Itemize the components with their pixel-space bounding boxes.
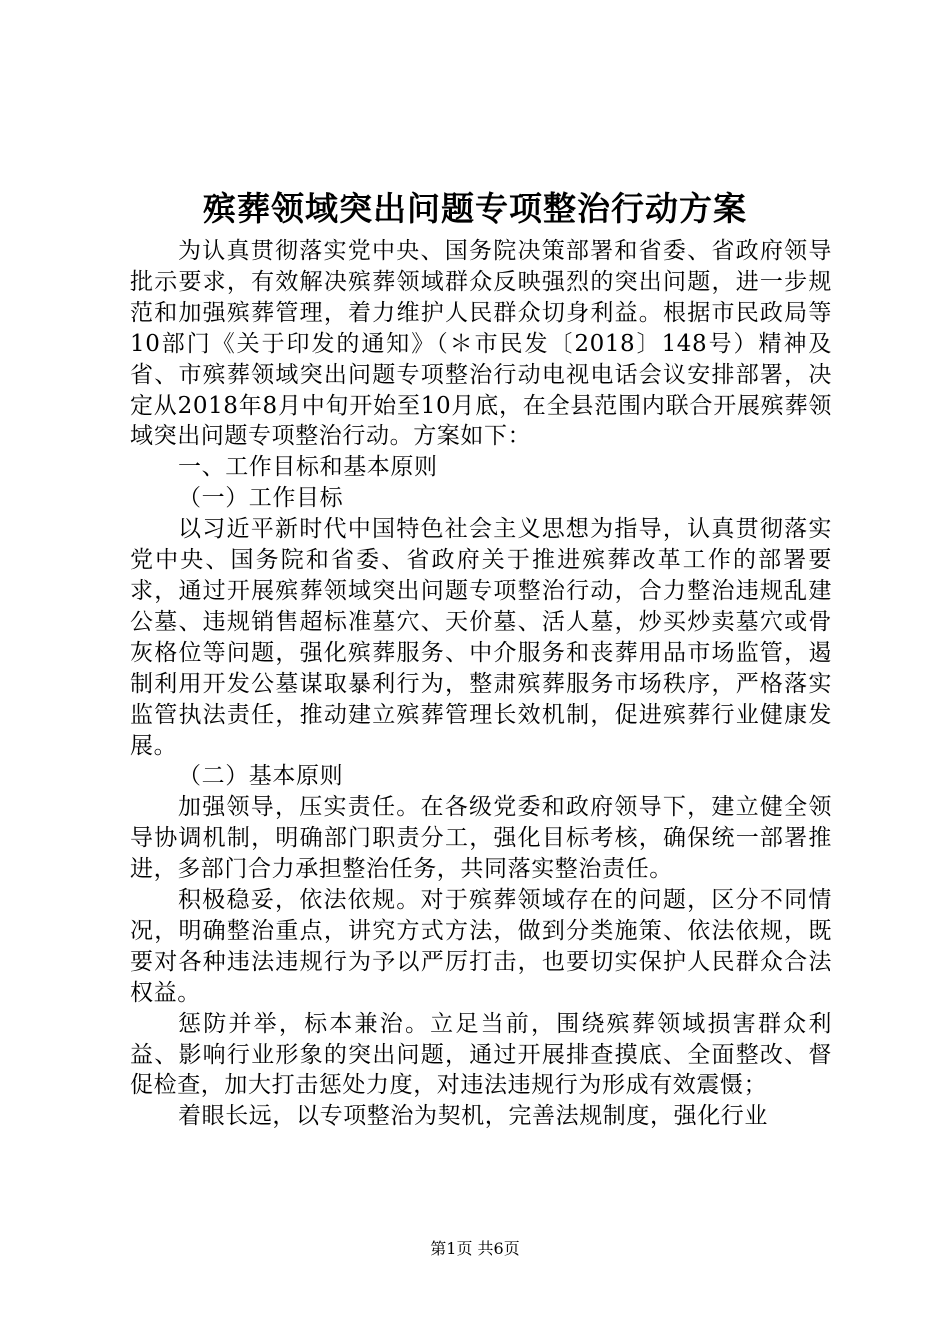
paragraph-principle-longterm: 着眼长远，以专项整治为契机，完善法规制度，强化行业: [178, 1103, 768, 1130]
paragraph-goals: 以习近平新时代中国特色社会主义思想为指导，认真贯彻落实党中央、国务院和省委、省政府关于推进殡葬改革工作的部署要求，通过开展殡葬领域突出问题专项整治行动，合力整治违规乱建公墓、违规销售超标准墓穴、天价墓、活人墓，炒买炒卖墓穴或骨灰格位等问题，强化殡葬服务、中介服务和丧葬用品市场监管，遏制利用开发公墓谋取暴利行为，整肃殡葬服务市场秩序，严格落实监管执法责任，推动建立殡葬管理长效机制，促进殡葬行业健康发展。: [130, 516, 832, 759]
paragraph-principle-prevention: 惩防并举，标本兼治。立足当前，围绕殡葬领域损害群众利益、影响行业形象的突出问题，通过开展排查摸底、全面整改、督促检查，加大打击惩处力度，对违法违规行为形成有效震慑；: [130, 1010, 832, 1099]
paragraph-principle-leadership: 加强领导，压实责任。在各级党委和政府领导下，建立健全领导协调机制，明确部门职责分工，强化目标考核，确保统一部署推进，多部门合力承担整治任务，共同落实整治责任。: [130, 794, 832, 883]
document-title: 殡葬领域突出问题专项整治行动方案: [203, 189, 747, 228]
page-number-footer: 第1页 共6页: [430, 1239, 520, 1258]
subsection-heading-goals: （一）工作目标: [178, 485, 344, 512]
document-body: [130, 236, 832, 1132]
paragraph-principle-lawful: 积极稳妥，依法依规。对于殡葬领域存在的问题，区分不同情况，明确整治重点，讲究方式方法，做到分类施策、依法依规，既要对各种违法违规行为予以严厉打击，也要切实保护人民群众合法权益。: [130, 887, 832, 1006]
subsection-heading-principles: （二）基本原则: [178, 763, 344, 790]
section-heading-1: 一、工作目标和基本原则: [178, 454, 438, 481]
paragraph-intro: 为认真贯彻落实党中央、国务院决策部署和省委、省政府领导批示要求，有效解决殡葬领域群众反映强烈的突出问题，进一步规范和加强殡葬管理，着力维护人民群众切身利益。根据市民政局等10部门《关于印发的通知》（＊市民发〔2018〕148号）精神及省、市殡葬领域突出问题专项整治行动电视电话会议安排部署，决定从2018年8月中旬开始至10月底，在全县范围内联合开展殡葬领域突出问题专项整治行动。方案如下：: [130, 238, 832, 450]
